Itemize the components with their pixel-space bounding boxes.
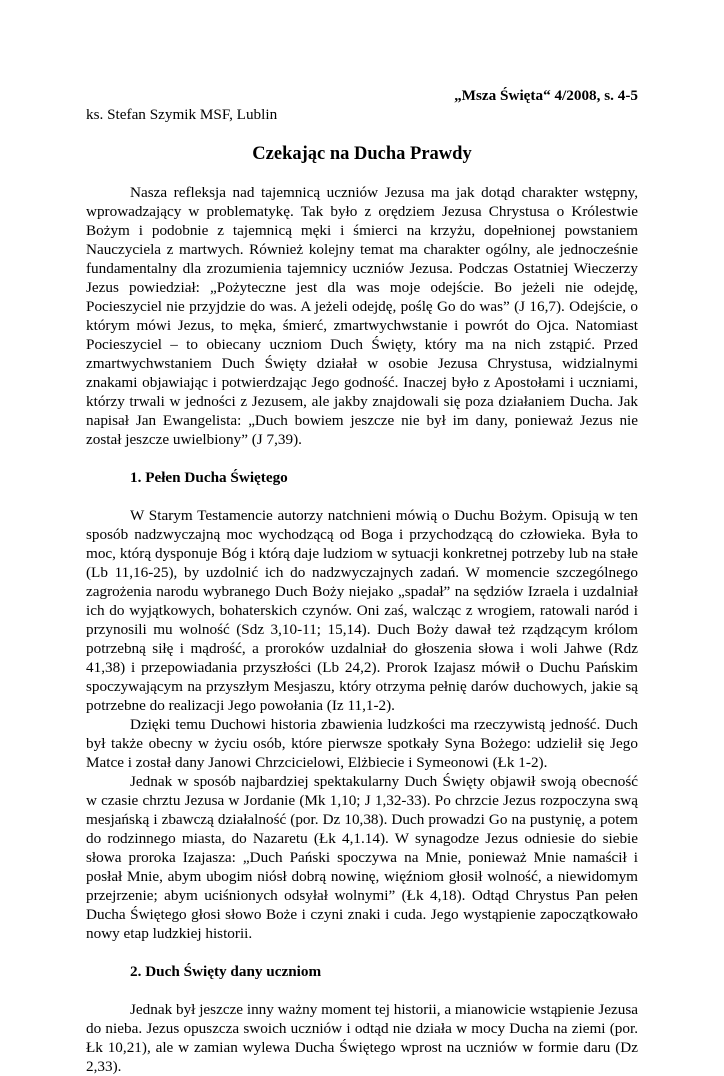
section-2-paragraph-1: Jednak był jeszcze inny ważny moment tej historii, a mianowicie wstąpienie Jezusa do nieba. Jezus opuszcza swoich uczniów i odtąd nie działa w mocy Ducha na ziemi (por. Łk 10,21), ale w zamian wylewa Ducha Świętego wprost na uczniów w formie daru (Dz 2,33). [86, 1001, 638, 1075]
section-1-heading: 1. Pełen Ducha Świętego [130, 469, 288, 486]
intro-paragraph: Nasza refleksja nad tajemnicą uczniów Jezusa ma jak dotąd charakter wstępny, wprowadzający w problematykę. Tak było z orędziem Jezusa Chrystusa o Królestwie Bożym i podobnie z tajemnicą męki i śmierci na krzyżu, dopełnionej powstaniem Nauczyciela z martwych. Również kolejny temat ma charakter ogólny, ale jednocześnie fundamentalny dla zrozumienia tajemnicy uczniów Jezusa. Podczas Ostatniej Wieczerzy Jezus powiedział: „Pożyteczne jest dla was moje odejście. Bo jeżeli nie odejdę, Pocieszyciel nie przyjdzie do was. A jeżeli odejdę, poślę Go do was” (J 16,7). Odejście, o którym mówi Jezus, to męka, śmierć, zmartwychwstanie i powrót do Ojca. Natomiast Pocieszyciel – to obiecany uczniom Duch Święty, który ma na nich zstąpić. Przed zmartwychwstaniem Duch Święty działał w osobie Jezusa Chrystusa, widzialnymi znakami objawiając i potwierdzając Jego godność. Inaczej było z Apostołami i uczniami, którzy trwali w jedności z Jezusem, ale jakby znajdowali się poza działaniem Ducha. Jak napisał Jan Ewangelista: „Duch bowiem jeszcze nie był im dany, ponieważ Jezus nie został jeszcze uwielbiony” (J 7,39). [86, 184, 638, 448]
section-2-heading: 2. Duch Święty dany uczniom [130, 963, 322, 980]
section-1-paragraph-1: W Starym Testamencie autorzy natchnieni mówią o Duchu Bożym. Opisują w ten sposób nadzwyczajną moc wychodzącą od Boga i przychodzącą do człowieka. Była to moc, którą dysponuje Bóg i którą daje ludziom w sytuacji konkretnej potrzeby lub na stałe (Lb 11,16-25), by uzdolnić ich do nadzwyczajnych zadań. W momencie szczególnego zagrożenia narodu wybranego Duch Boży niejako „spadał” na sędziów Izraela i uzdalniał ich do wyjątkowych, bohaterskich czynów. Oni zaś, walcząc z wrogiem, ratowali naród i przynosili mu wolność (Sdz 3,10-11; 15,14). Duch Boży dawał też rządzącym królom potrzebną siłę i mądrość, a proroków uzdalniał do głoszenia słowa i woli Jahwe (Rdz 41,38) i przepowiadania przyszłości (Lb 24,2). Prorok Izajasz mówił o Duchu Pańskim spoczywającym na przyszłym Mesjaszu, który otrzyma pełnię darów duchowych, jakie są potrzebne do realizacji Jego powołania (Iz 11,1-2). [86, 507, 638, 714]
section-1-paragraph-2: Dzięki temu Duchowi historia zbawienia ludzkości ma rzeczywistą jedność. Duch był także obecny w życiu osób, które pierwsze spotkały Syna Bożego: udzielił się Jego Matce i został dany Janowi Chrzcicielowi, Elżbiecie i Symeonowi (Łk 1-2). [86, 716, 638, 771]
source-citation: „Msza Święta“ 4/2008, s. 4-5 [454, 87, 638, 104]
author-line: ks. Stefan Szymik MSF, Lublin [86, 106, 278, 123]
section-1-paragraph-3: Jednak w sposób najbardziej spektakularny Duch Święty objawił swoją obecność w czasie chrztu Jezusa w Jordanie (Mk 1,10; J 1,32-33). Po chrzcie Jezus rozpoczyna swą mesjańską i zbawczą działalność (por. Dz 10,38). Duch prowadzi Go na pustynię, a potem do rodzinnego miasta, do Nazaretu (Łk 4,1.14). W synagodze Jezus odniesie do siebie słowa proroka Izajasza: „Duch Pański spoczywa na Mnie, ponieważ Mnie namaścił i posłał Mnie, abym ubogim niósł dobrą nowinę, więźniom głosił wolność, a niewidomym przejrzenie; abym uciśnionych odsyłał wolnymi” (Łk 4,18). Odtąd Chrystus Pan pełen Ducha Świętego głosi słowo Boże i czyni znaki i cuda. Jego wystąpienie zapoczątkowało nowy etap ludzkiej historii. [86, 773, 638, 942]
article-title: Czekając na Ducha Prawdy [252, 144, 472, 164]
